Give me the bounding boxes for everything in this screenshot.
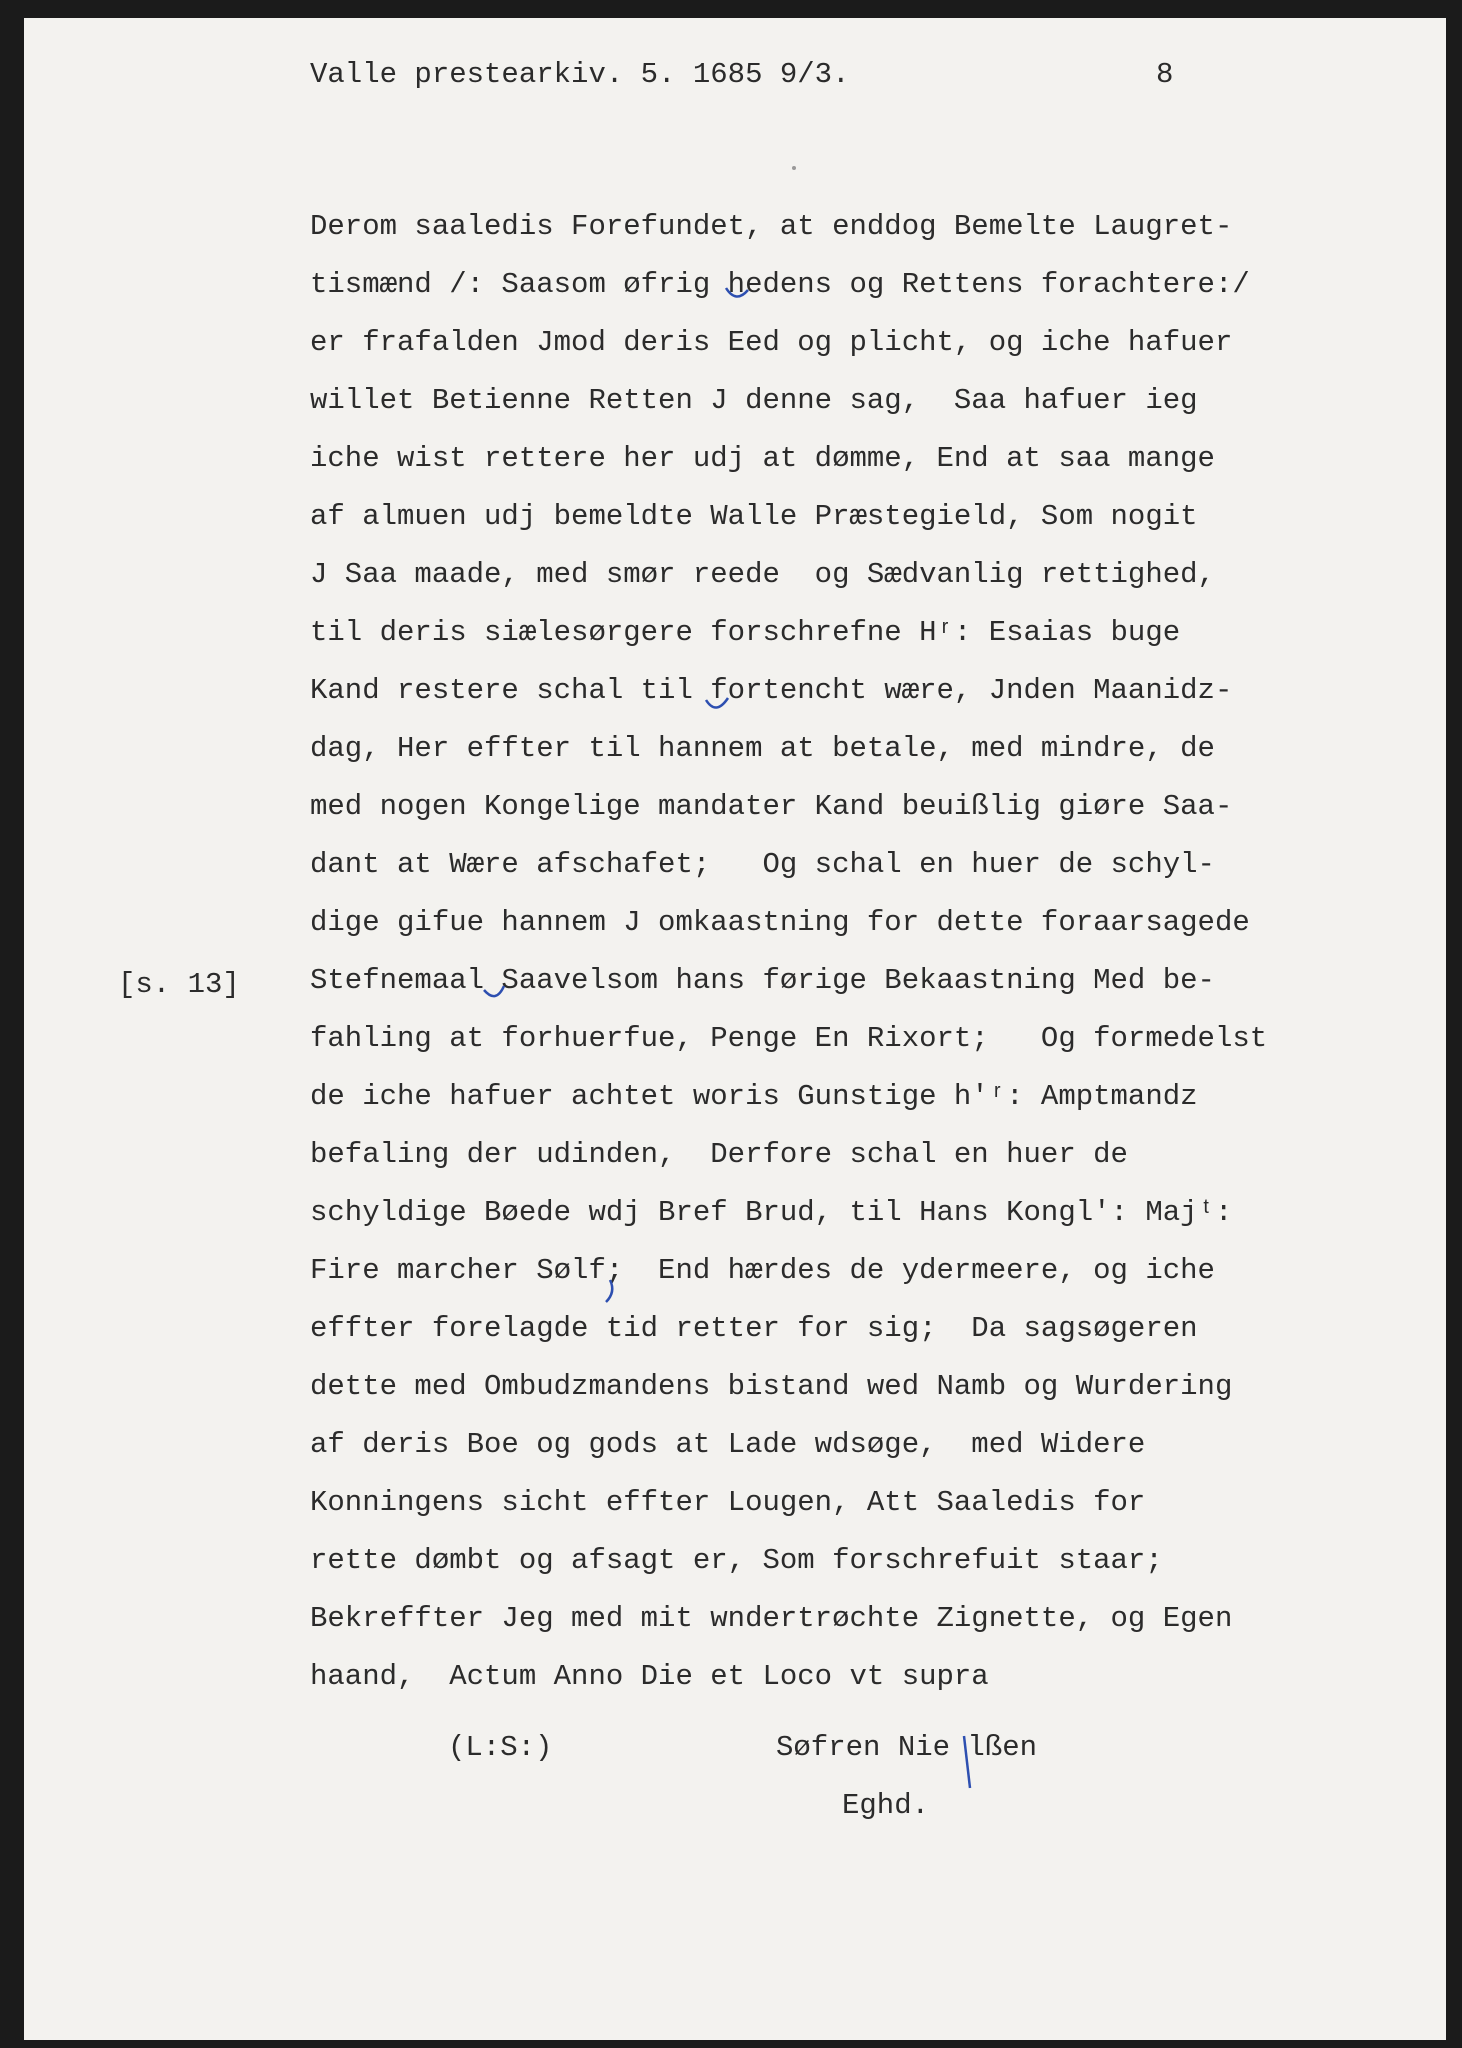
- text-line: J Saa maade, med smør reede og Sædvanlig rettighed,: [310, 558, 1215, 591]
- text-line: dant at Wære afschafet; Og schal en huer de schyl-: [310, 848, 1215, 881]
- text-line: tismænd /: Saasom øfrig hedens og Rettens forachtere:/: [310, 268, 1250, 301]
- text-line: rette dømbt og afsagt er, Som forschrefuit staar;: [310, 1544, 1163, 1577]
- page-header: [310, 58, 1210, 98]
- text-line: af almuen udj bemeldte Walle Præstegield, Som nogit: [310, 500, 1198, 533]
- text-line: Fire marcher Sølf; End hærdes de ydermeere, og iche: [310, 1254, 1215, 1287]
- text-line: haand, Actum Anno Die et Loco vt supra: [310, 1660, 989, 1693]
- text-line: Derom saaledis Forefundet, at enddog Bemelte Laugret-: [310, 210, 1233, 243]
- text-line: Stefnemaal Saavelsom hans førige Bekaastning Med be-: [310, 964, 1215, 997]
- archive-title: Valle prestearkiv. 5. 1685 9/3.: [310, 58, 850, 91]
- text-line: de iche hafuer achtet woris Gunstige h'ʳ: Amptmandz: [310, 1080, 1198, 1113]
- text-line: Bekreffter Jeg med mit wndertrøchte Zignette, og Egen: [310, 1602, 1233, 1635]
- text-line: willet Betienne Retten J denne sag, Saa hafuer ieg: [310, 384, 1198, 417]
- text-line: schyldige Bøede wdj Bref Brud, til Hans Kongl': Majᵗ:: [310, 1196, 1233, 1229]
- text-line: befaling der udinden, Derfore schal en huer de: [310, 1138, 1128, 1171]
- text-line: er frafalden Jmod deris Eed og plicht, og iche hafuer: [310, 326, 1233, 359]
- text-line: effter forelagde tid retter for sig; Da sagsøgeren: [310, 1312, 1198, 1345]
- document-page: [24, 18, 1446, 2040]
- text-line: af deris Boe og gods at Lade wdsøge, med Widere: [310, 1428, 1146, 1461]
- transcription-body: [310, 198, 1310, 1706]
- text-line: dige gifue hannem J omkaastning for dette foraarsagede: [310, 906, 1250, 939]
- text-line: Konningens sicht effter Lougen, Att Saaledis for: [310, 1486, 1146, 1519]
- margin-reference: [s. 13]: [118, 968, 240, 1001]
- text-line: Kand restere schal til fortencht wære, Jnden Maanidz-: [310, 674, 1233, 707]
- text-line: dette med Ombudzmandens bistand wed Namb og Wurdering: [310, 1370, 1233, 1403]
- signer-name: Søfren Nie lßen: [776, 1731, 1038, 1764]
- text-line: fahling at forhuerfue, Penge En Rixort; Og formedelst: [310, 1022, 1268, 1055]
- text-line: med nogen Kongelige mandater Kand beuißlig giøre Saa-: [310, 790, 1233, 823]
- text-line: iche wist rettere her udj at dømme, End at saa mange: [310, 442, 1215, 475]
- text-line: til deris siælesørgere forschrefne Hʳ: Esaias buge: [310, 616, 1181, 649]
- paper-speck: [792, 166, 796, 170]
- text-line: dag, Her effter til hannem at betale, med mindre, de: [310, 732, 1215, 765]
- page-number: 8: [1156, 58, 1174, 91]
- eghd-note: Eghd.: [842, 1789, 930, 1822]
- seal-mark: (L:S:): [448, 1731, 553, 1764]
